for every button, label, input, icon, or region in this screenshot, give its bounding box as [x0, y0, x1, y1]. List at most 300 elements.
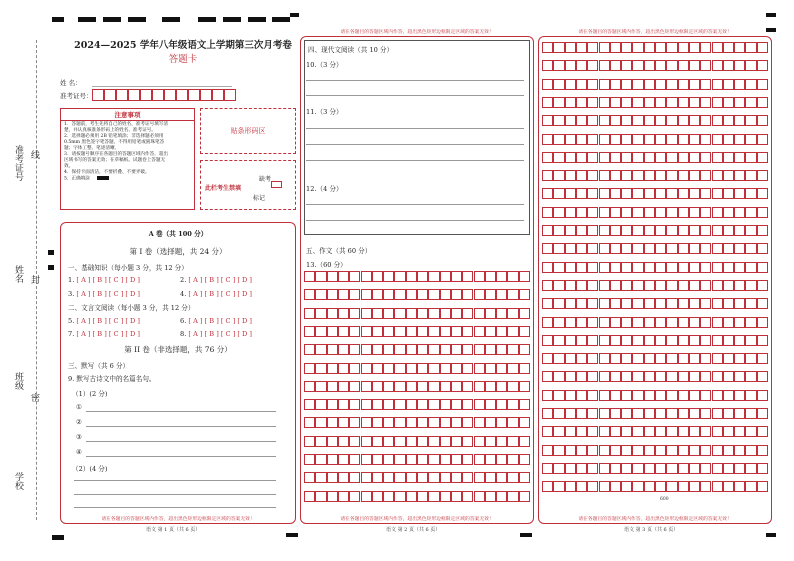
grid-cell[interactable]: [462, 472, 473, 483]
grid-cell[interactable]: [315, 344, 326, 355]
grid-cell[interactable]: [576, 207, 587, 218]
grid-cell[interactable]: [689, 353, 700, 364]
grid-cell[interactable]: [417, 399, 428, 410]
grid-cell[interactable]: [734, 243, 745, 254]
grid-cell[interactable]: [372, 381, 383, 392]
grid-cell[interactable]: [621, 317, 632, 328]
grid-cell[interactable]: [632, 97, 643, 108]
grid-cell[interactable]: [689, 445, 700, 456]
grid-cell[interactable]: [666, 445, 677, 456]
grid-cell[interactable]: [372, 417, 383, 428]
grid-cell[interactable]: [723, 97, 734, 108]
grid-cell[interactable]: [689, 298, 700, 309]
grid-cell[interactable]: [542, 134, 553, 145]
grid-cell[interactable]: [440, 491, 451, 502]
grid-cell[interactable]: [553, 115, 564, 126]
grid-cell[interactable]: [338, 472, 349, 483]
grid-cell[interactable]: [474, 399, 485, 410]
grid-cell[interactable]: [485, 271, 496, 282]
grid-cell[interactable]: [599, 243, 610, 254]
grid-cell[interactable]: [553, 188, 564, 199]
grid-cell[interactable]: [587, 298, 598, 309]
grid-cell[interactable]: [666, 207, 677, 218]
id-digit-box[interactable]: [212, 89, 224, 101]
grid-cell[interactable]: [678, 170, 689, 181]
grid-cell[interactable]: [689, 134, 700, 145]
grid-cell[interactable]: [757, 262, 768, 273]
grid-cell[interactable]: [496, 326, 507, 337]
grid-cell[interactable]: [361, 271, 372, 282]
grid-cell[interactable]: [474, 417, 485, 428]
grid-cell[interactable]: [757, 79, 768, 90]
grid-cell[interactable]: [666, 353, 677, 364]
grid-cell[interactable]: [406, 271, 417, 282]
grid-cell[interactable]: [383, 289, 394, 300]
grid-cell[interactable]: [485, 308, 496, 319]
grid-cell[interactable]: [587, 262, 598, 273]
grid-cell[interactable]: [610, 262, 621, 273]
grid-cell[interactable]: [496, 454, 507, 465]
grid-cell[interactable]: [327, 399, 338, 410]
grid-cell[interactable]: [394, 344, 405, 355]
grid-cell[interactable]: [678, 152, 689, 163]
grid-cell[interactable]: [655, 445, 666, 456]
answer-line[interactable]: [74, 480, 276, 481]
grid-cell[interactable]: [553, 298, 564, 309]
grid-cell[interactable]: [361, 326, 372, 337]
grid-cell[interactable]: [712, 335, 723, 346]
grid-cell[interactable]: [734, 390, 745, 401]
grid-cell[interactable]: [621, 60, 632, 71]
grid-cell[interactable]: [462, 381, 473, 392]
grid-cell[interactable]: [417, 436, 428, 447]
grid-cell[interactable]: [745, 317, 756, 328]
grid-cell[interactable]: [474, 308, 485, 319]
grid-cell[interactable]: [587, 481, 598, 492]
grid-cell[interactable]: [338, 417, 349, 428]
grid-cell[interactable]: [565, 170, 576, 181]
grid-cell[interactable]: [599, 335, 610, 346]
grid-cell[interactable]: [338, 308, 349, 319]
grid-cell[interactable]: [361, 399, 372, 410]
grid-cell[interactable]: [519, 271, 530, 282]
grid-cell[interactable]: [428, 399, 439, 410]
grid-cell[interactable]: [474, 491, 485, 502]
grid-cell[interactable]: [666, 170, 677, 181]
grid-cell[interactable]: [587, 207, 598, 218]
grid-cell[interactable]: [610, 481, 621, 492]
grid-cell[interactable]: [349, 454, 360, 465]
choice-opts[interactable]: [ A ] [ B ] [ C ] [ D ]: [76, 276, 140, 284]
answer-line[interactable]: [306, 144, 524, 145]
grid-cell[interactable]: [678, 134, 689, 145]
grid-cell[interactable]: [599, 97, 610, 108]
grid-cell[interactable]: [394, 399, 405, 410]
grid-cell[interactable]: [394, 308, 405, 319]
grid-cell[interactable]: [349, 472, 360, 483]
grid-cell[interactable]: [689, 97, 700, 108]
grid-cell[interactable]: [632, 353, 643, 364]
grid-cell[interactable]: [632, 170, 643, 181]
grid-cell[interactable]: [632, 280, 643, 291]
answer-line[interactable]: [306, 160, 524, 161]
grid-cell[interactable]: [655, 97, 666, 108]
grid-cell[interactable]: [372, 326, 383, 337]
grid-cell[interactable]: [565, 152, 576, 163]
grid-cell[interactable]: [745, 463, 756, 474]
grid-cell[interactable]: [315, 399, 326, 410]
grid-cell[interactable]: [700, 280, 711, 291]
grid-cell[interactable]: [655, 353, 666, 364]
grid-cell[interactable]: [565, 317, 576, 328]
grid-cell[interactable]: [757, 298, 768, 309]
id-digit-box[interactable]: [104, 89, 116, 101]
absent-checkbox[interactable]: [271, 181, 282, 188]
grid-cell[interactable]: [621, 42, 632, 53]
grid-cell[interactable]: [587, 408, 598, 419]
grid-cell[interactable]: [712, 426, 723, 437]
grid-cell[interactable]: [507, 308, 518, 319]
grid-cell[interactable]: [440, 417, 451, 428]
grid-cell[interactable]: [757, 115, 768, 126]
grid-cell[interactable]: [689, 463, 700, 474]
grid-cell[interactable]: [383, 399, 394, 410]
grid-cell[interactable]: [700, 371, 711, 382]
grid-cell[interactable]: [621, 481, 632, 492]
grid-cell[interactable]: [406, 381, 417, 392]
grid-cell[interactable]: [462, 271, 473, 282]
grid-cell[interactable]: [553, 353, 564, 364]
grid-cell[interactable]: [757, 426, 768, 437]
grid-cell[interactable]: [417, 491, 428, 502]
grid-cell[interactable]: [689, 243, 700, 254]
grid-cell[interactable]: [383, 436, 394, 447]
grid-cell[interactable]: [440, 344, 451, 355]
grid-cell[interactable]: [655, 134, 666, 145]
grid-cell[interactable]: [519, 289, 530, 300]
grid-cell[interactable]: [655, 335, 666, 346]
grid-cell[interactable]: [712, 225, 723, 236]
grid-cell[interactable]: [644, 481, 655, 492]
grid-cell[interactable]: [576, 79, 587, 90]
grid-cell[interactable]: [621, 463, 632, 474]
grid-cell[interactable]: [757, 445, 768, 456]
grid-cell[interactable]: [621, 115, 632, 126]
grid-cell[interactable]: [599, 262, 610, 273]
grid-cell[interactable]: [315, 271, 326, 282]
choice-opts[interactable]: [ A ] [ B ] [ C ] [ D ]: [188, 330, 252, 338]
answer-line[interactable]: [306, 220, 524, 221]
grid-cell[interactable]: [428, 363, 439, 374]
grid-cell[interactable]: [745, 42, 756, 53]
grid-cell[interactable]: [745, 262, 756, 273]
grid-cell[interactable]: [417, 326, 428, 337]
grid-cell[interactable]: [462, 344, 473, 355]
grid-cell[interactable]: [394, 326, 405, 337]
grid-cell[interactable]: [678, 207, 689, 218]
grid-cell[interactable]: [304, 271, 315, 282]
grid-cell[interactable]: [621, 262, 632, 273]
grid-cell[interactable]: [315, 454, 326, 465]
grid-cell[interactable]: [610, 371, 621, 382]
grid-cell[interactable]: [428, 381, 439, 392]
grid-cell[interactable]: [428, 308, 439, 319]
grid-cell[interactable]: [338, 289, 349, 300]
grid-cell[interactable]: [553, 243, 564, 254]
grid-cell[interactable]: [383, 454, 394, 465]
grid-cell[interactable]: [621, 79, 632, 90]
grid-cell[interactable]: [644, 225, 655, 236]
grid-cell[interactable]: [553, 426, 564, 437]
choice-4[interactable]: [180, 290, 252, 298]
grid-cell[interactable]: [496, 399, 507, 410]
grid-cell[interactable]: [734, 371, 745, 382]
grid-cell[interactable]: [361, 472, 372, 483]
grid-cell[interactable]: [599, 317, 610, 328]
grid-cell[interactable]: [599, 408, 610, 419]
grid-cell[interactable]: [542, 371, 553, 382]
grid-cell[interactable]: [542, 317, 553, 328]
grid-cell[interactable]: [610, 426, 621, 437]
grid-cell[interactable]: [599, 115, 610, 126]
grid-cell[interactable]: [417, 381, 428, 392]
grid-cell[interactable]: [610, 317, 621, 328]
grid-cell[interactable]: [599, 353, 610, 364]
grid-cell[interactable]: [519, 417, 530, 428]
grid-cell[interactable]: [542, 335, 553, 346]
grid-cell[interactable]: [666, 481, 677, 492]
grid-cell[interactable]: [576, 170, 587, 181]
grid-cell[interactable]: [712, 243, 723, 254]
grid-cell[interactable]: [723, 335, 734, 346]
grid-cell[interactable]: [745, 225, 756, 236]
grid-cell[interactable]: [745, 152, 756, 163]
grid-cell[interactable]: [565, 115, 576, 126]
grid-cell[interactable]: [474, 472, 485, 483]
grid-cell[interactable]: [565, 262, 576, 273]
grid-cell[interactable]: [519, 436, 530, 447]
grid-cell[interactable]: [644, 408, 655, 419]
grid-cell[interactable]: [462, 417, 473, 428]
grid-cell[interactable]: [599, 134, 610, 145]
grid-cell[interactable]: [734, 335, 745, 346]
grid-cell[interactable]: [349, 363, 360, 374]
grid-cell[interactable]: [655, 390, 666, 401]
grid-cell[interactable]: [349, 271, 360, 282]
grid-cell[interactable]: [361, 363, 372, 374]
grid-cell[interactable]: [496, 308, 507, 319]
grid-cell[interactable]: [451, 271, 462, 282]
grid-cell[interactable]: [712, 445, 723, 456]
grid-cell[interactable]: [644, 243, 655, 254]
grid-cell[interactable]: [632, 371, 643, 382]
grid-cell[interactable]: [734, 445, 745, 456]
grid-cell[interactable]: [666, 188, 677, 199]
grid-cell[interactable]: [565, 298, 576, 309]
grid-cell[interactable]: [599, 79, 610, 90]
grid-cell[interactable]: [644, 371, 655, 382]
grid-cell[interactable]: [621, 353, 632, 364]
grid-cell[interactable]: [712, 79, 723, 90]
grid-cell[interactable]: [440, 454, 451, 465]
grid-cell[interactable]: [745, 170, 756, 181]
id-digit-box[interactable]: [140, 89, 152, 101]
grid-cell[interactable]: [451, 289, 462, 300]
grid-cell[interactable]: [361, 454, 372, 465]
grid-cell[interactable]: [496, 436, 507, 447]
grid-cell[interactable]: [599, 60, 610, 71]
grid-cell[interactable]: [599, 280, 610, 291]
grid-cell[interactable]: [689, 280, 700, 291]
grid-cell[interactable]: [712, 280, 723, 291]
grid-cell[interactable]: [587, 353, 598, 364]
grid-cell[interactable]: [576, 481, 587, 492]
grid-cell[interactable]: [678, 225, 689, 236]
grid-cell[interactable]: [338, 436, 349, 447]
grid-cell[interactable]: [372, 344, 383, 355]
grid-cell[interactable]: [565, 79, 576, 90]
grid-cell[interactable]: [689, 262, 700, 273]
grid-cell[interactable]: [700, 335, 711, 346]
answer-line[interactable]: [306, 128, 524, 129]
grid-cell[interactable]: [734, 188, 745, 199]
grid-cell[interactable]: [632, 408, 643, 419]
grid-cell[interactable]: [587, 152, 598, 163]
id-digit-box[interactable]: [128, 89, 140, 101]
grid-cell[interactable]: [542, 408, 553, 419]
grid-cell[interactable]: [565, 463, 576, 474]
grid-cell[interactable]: [666, 60, 677, 71]
grid-cell[interactable]: [610, 188, 621, 199]
grid-cell[interactable]: [587, 79, 598, 90]
grid-cell[interactable]: [678, 79, 689, 90]
grid-cell[interactable]: [565, 243, 576, 254]
grid-cell[interactable]: [610, 353, 621, 364]
grid-cell[interactable]: [304, 289, 315, 300]
grid-cell[interactable]: [507, 399, 518, 410]
choice-opts[interactable]: [ A ] [ B ] [ C ] [ D ]: [76, 330, 140, 338]
grid-cell[interactable]: [678, 445, 689, 456]
grid-cell[interactable]: [599, 152, 610, 163]
grid-cell[interactable]: [327, 344, 338, 355]
grid-cell[interactable]: [666, 335, 677, 346]
grid-cell[interactable]: [462, 399, 473, 410]
grid-cell[interactable]: [610, 243, 621, 254]
grid-cell[interactable]: [485, 454, 496, 465]
grid-cell[interactable]: [610, 390, 621, 401]
grid-cell[interactable]: [610, 60, 621, 71]
grid-cell[interactable]: [599, 298, 610, 309]
grid-cell[interactable]: [485, 436, 496, 447]
grid-cell[interactable]: [485, 326, 496, 337]
grid-cell[interactable]: [700, 243, 711, 254]
grid-cell[interactable]: [315, 289, 326, 300]
grid-cell[interactable]: [745, 298, 756, 309]
grid-cell[interactable]: [428, 289, 439, 300]
grid-cell[interactable]: [383, 344, 394, 355]
grid-cell[interactable]: [542, 170, 553, 181]
grid-cell[interactable]: [700, 207, 711, 218]
grid-cell[interactable]: [734, 207, 745, 218]
grid-cell[interactable]: [599, 390, 610, 401]
grid-cell[interactable]: [621, 188, 632, 199]
grid-cell[interactable]: [587, 225, 598, 236]
grid-cell[interactable]: [507, 271, 518, 282]
grid-cell[interactable]: [565, 390, 576, 401]
grid-cell[interactable]: [349, 289, 360, 300]
grid-cell[interactable]: [451, 436, 462, 447]
grid-cell[interactable]: [610, 97, 621, 108]
grid-cell[interactable]: [700, 445, 711, 456]
grid-cell[interactable]: [451, 381, 462, 392]
grid-cell[interactable]: [689, 170, 700, 181]
grid-cell[interactable]: [689, 207, 700, 218]
grid-cell[interactable]: [576, 42, 587, 53]
grid-cell[interactable]: [655, 371, 666, 382]
grid-cell[interactable]: [632, 79, 643, 90]
grid-cell[interactable]: [644, 463, 655, 474]
grid-cell[interactable]: [338, 271, 349, 282]
grid-cell[interactable]: [417, 344, 428, 355]
grid-cell[interactable]: [757, 335, 768, 346]
grid-cell[interactable]: [689, 408, 700, 419]
grid-cell[interactable]: [610, 79, 621, 90]
grid-cell[interactable]: [304, 491, 315, 502]
grid-cell[interactable]: [576, 115, 587, 126]
grid-cell[interactable]: [610, 207, 621, 218]
grid-cell[interactable]: [428, 454, 439, 465]
grid-cell[interactable]: [666, 152, 677, 163]
grid-cell[interactable]: [519, 344, 530, 355]
grid-cell[interactable]: [428, 491, 439, 502]
grid-cell[interactable]: [712, 353, 723, 364]
grid-cell[interactable]: [304, 472, 315, 483]
grid-cell[interactable]: [507, 472, 518, 483]
grid-cell[interactable]: [576, 353, 587, 364]
grid-cell[interactable]: [304, 399, 315, 410]
grid-cell[interactable]: [576, 463, 587, 474]
grid-cell[interactable]: [712, 262, 723, 273]
grid-cell[interactable]: [372, 308, 383, 319]
grid-cell[interactable]: [565, 280, 576, 291]
grid-cell[interactable]: [462, 289, 473, 300]
grid-cell[interactable]: [666, 298, 677, 309]
grid-cell[interactable]: [394, 454, 405, 465]
grid-cell[interactable]: [496, 344, 507, 355]
grid-cell[interactable]: [553, 317, 564, 328]
grid-cell[interactable]: [542, 481, 553, 492]
grid-cell[interactable]: [440, 271, 451, 282]
grid-cell[interactable]: [700, 42, 711, 53]
grid-cell[interactable]: [372, 454, 383, 465]
grid-cell[interactable]: [723, 371, 734, 382]
grid-cell[interactable]: [644, 60, 655, 71]
grid-cell[interactable]: [519, 472, 530, 483]
grid-cell[interactable]: [734, 408, 745, 419]
grid-cell[interactable]: [361, 436, 372, 447]
grid-cell[interactable]: [519, 363, 530, 374]
grid-cell[interactable]: [712, 390, 723, 401]
grid-cell[interactable]: [678, 280, 689, 291]
grid-cell[interactable]: [496, 271, 507, 282]
grid-cell[interactable]: [304, 344, 315, 355]
grid-cell[interactable]: [621, 280, 632, 291]
grid-cell[interactable]: [655, 481, 666, 492]
grid-cell[interactable]: [734, 97, 745, 108]
grid-cell[interactable]: [406, 454, 417, 465]
grid-cell[interactable]: [599, 371, 610, 382]
grid-cell[interactable]: [361, 308, 372, 319]
